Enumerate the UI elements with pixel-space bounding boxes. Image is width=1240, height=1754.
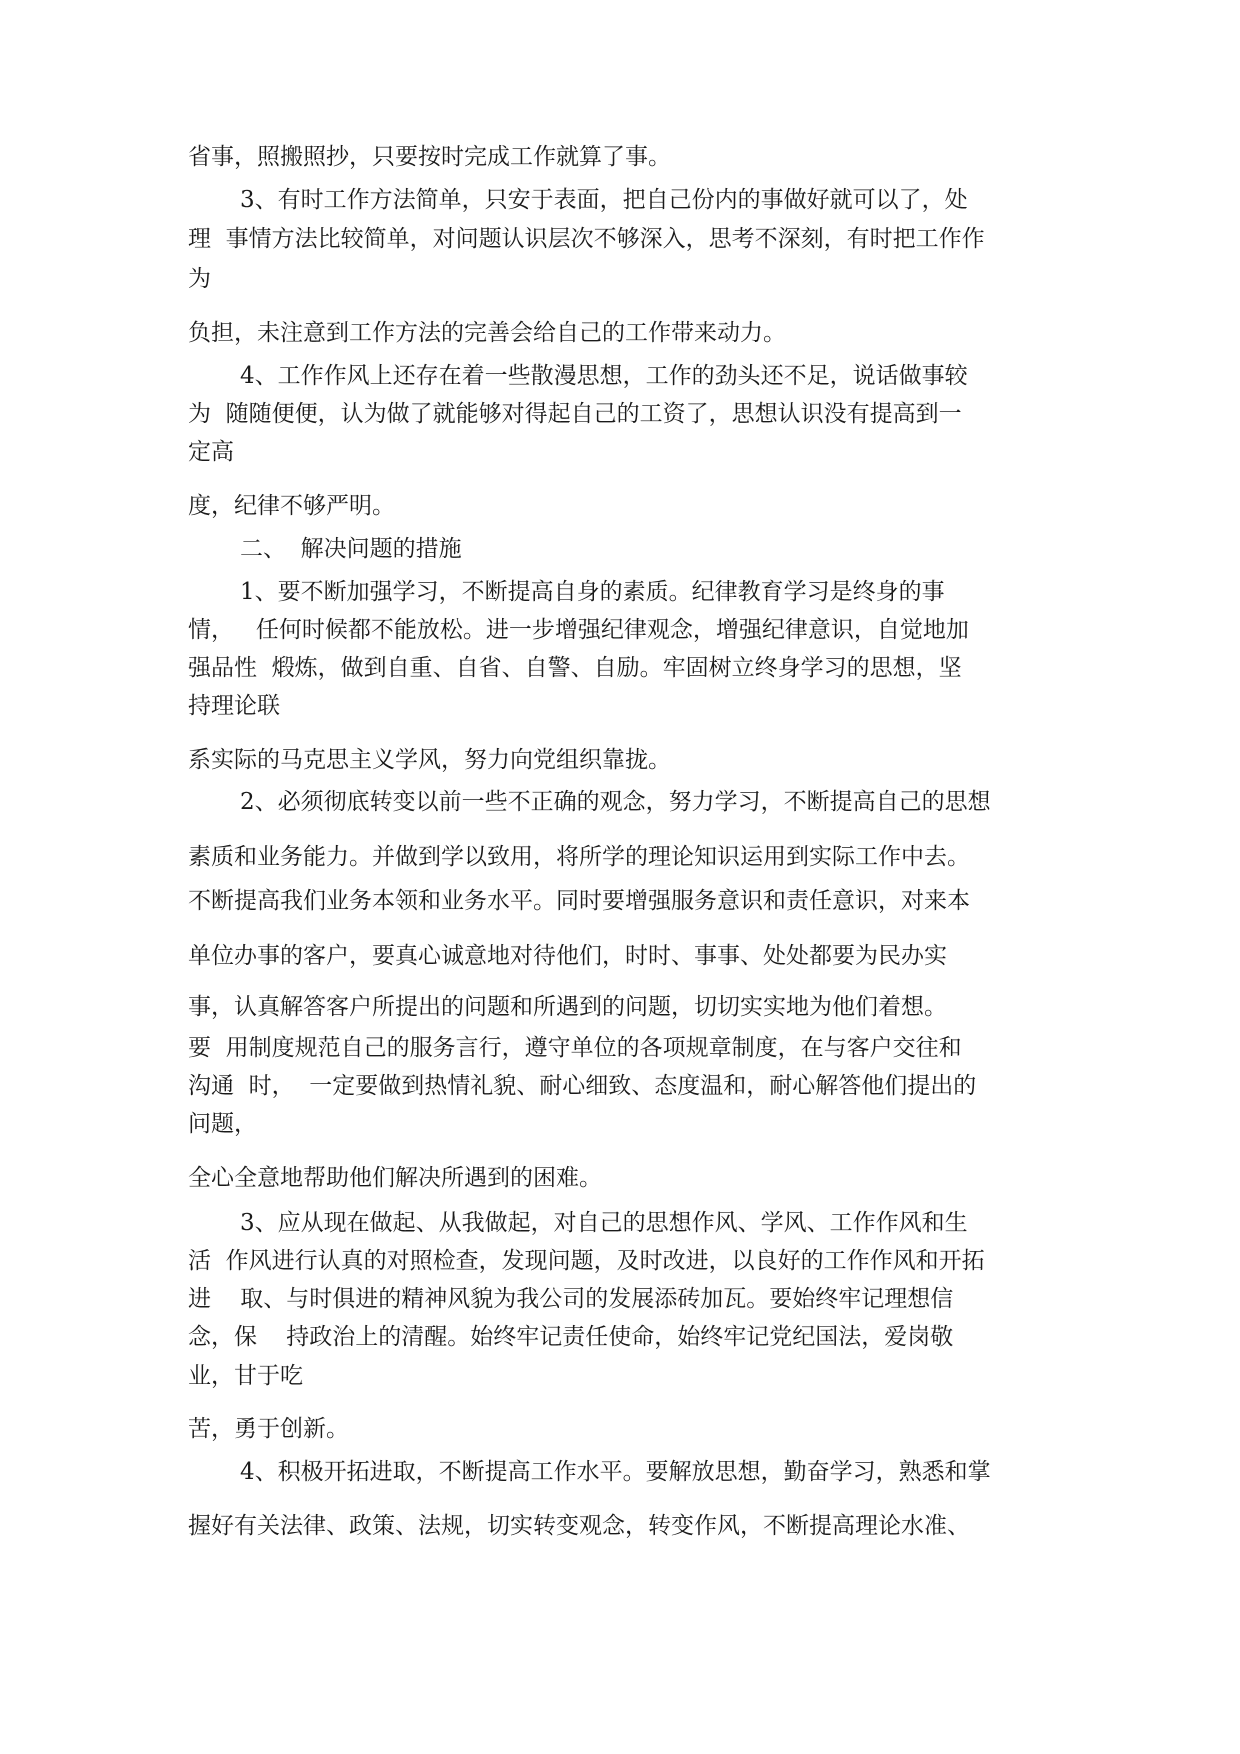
- text-line: 4、积极开拓进取，不断提高工作水平。要解放思想，勤奋学习，熟悉和掌: [240, 1459, 991, 1485]
- text-line: 不断提高我们业务本领和业务水平。同时要增强服务意识和责任意识，对来本: [188, 888, 970, 914]
- text-line: 为: [188, 266, 211, 292]
- text-line: 3、有时工作方法简单，只安于表面，把自己份内的事做好就可以了，处: [240, 187, 968, 213]
- section-heading: 二、 解决问题的措施: [240, 536, 462, 562]
- text-line: 3、应从现在做起、从我做起，对自己的思想作风、学风、工作作风和生: [240, 1210, 968, 1236]
- text-line: 持理论联: [188, 693, 280, 719]
- text-line: 度，纪律不够严明。: [188, 493, 395, 519]
- text-line: 1、要不断加强学习，不断提高自身的素质。纪律教育学习是终身的事: [240, 579, 945, 605]
- text-line: 问题，: [188, 1111, 257, 1137]
- text-line: 4、工作作风上还存在着一些散漫思想，工作的劲头还不足，说话做事较: [240, 363, 968, 389]
- text-line: 为 随随便便，认为做了就能够对得起自己的工资了，思想认识没有提高到一: [188, 401, 962, 427]
- text-line: 省事，照搬照抄，只要按时完成工作就算了事。: [188, 144, 671, 170]
- text-line: 负担，未注意到工作方法的完善会给自己的工作带来动力。: [188, 320, 786, 346]
- text-line: 素质和业务能力。并做到学以致用，将所学的理论知识运用到实际工作中去。: [188, 844, 970, 870]
- text-line: 沟通 时， 一定要做到热情礼貌、耐心细致、态度温和，耐心解答他们提出的: [188, 1073, 977, 1099]
- text-line: 握好有关法律、政策、法规，切实转变观念，转变作风，不断提高理论水准、: [188, 1513, 970, 1539]
- text-line: 定高: [188, 439, 234, 465]
- text-line: 要 用制度规范自己的服务言行，遵守单位的各项规章制度，在与客户交往和: [188, 1035, 962, 1061]
- text-line: 活 作风进行认真的对照检查，发现问题，及时改进，以良好的工作作风和开拓: [188, 1248, 985, 1274]
- text-line: 全心全意地帮助他们解决所遇到的困难。: [188, 1165, 602, 1191]
- text-line: 强品性 煅炼，做到自重、自省、自警、自励。牢固树立终身学习的思想，坚: [188, 655, 962, 681]
- text-line: 事，认真解答客户所提出的问题和所遇到的问题，切切实实地为他们着想。: [188, 994, 947, 1020]
- text-line: 进 取、与时俱进的精神风貌为我公司的发展添砖加瓦。要始终牢记理想信: [188, 1286, 954, 1312]
- text-line: 苦，勇于创新。: [188, 1416, 349, 1442]
- text-line: 单位办事的客户，要真心诚意地对待他们，时时、事事、处处都要为民办实: [188, 943, 947, 969]
- text-line: 2、必须彻底转变以前一些不正确的观念，努力学习，不断提高自己的思想: [240, 789, 991, 815]
- text-line: 业，甘于吃: [188, 1363, 303, 1389]
- text-line: 系实际的马克思主义学风，努力向党组织靠拢。: [188, 747, 671, 773]
- text-line: 理 事情方法比较简单，对问题认识层次不够深入，思考不深刻，有时把工作作: [188, 226, 985, 252]
- text-line: 念，保 持政治上的清醒。始终牢记责任使命，始终牢记党纪国法，爱岗敬: [188, 1324, 954, 1350]
- text-line: 情， 任何时候都不能放松。进一步增强纪律观念，增强纪律意识，自觉地加: [188, 617, 969, 643]
